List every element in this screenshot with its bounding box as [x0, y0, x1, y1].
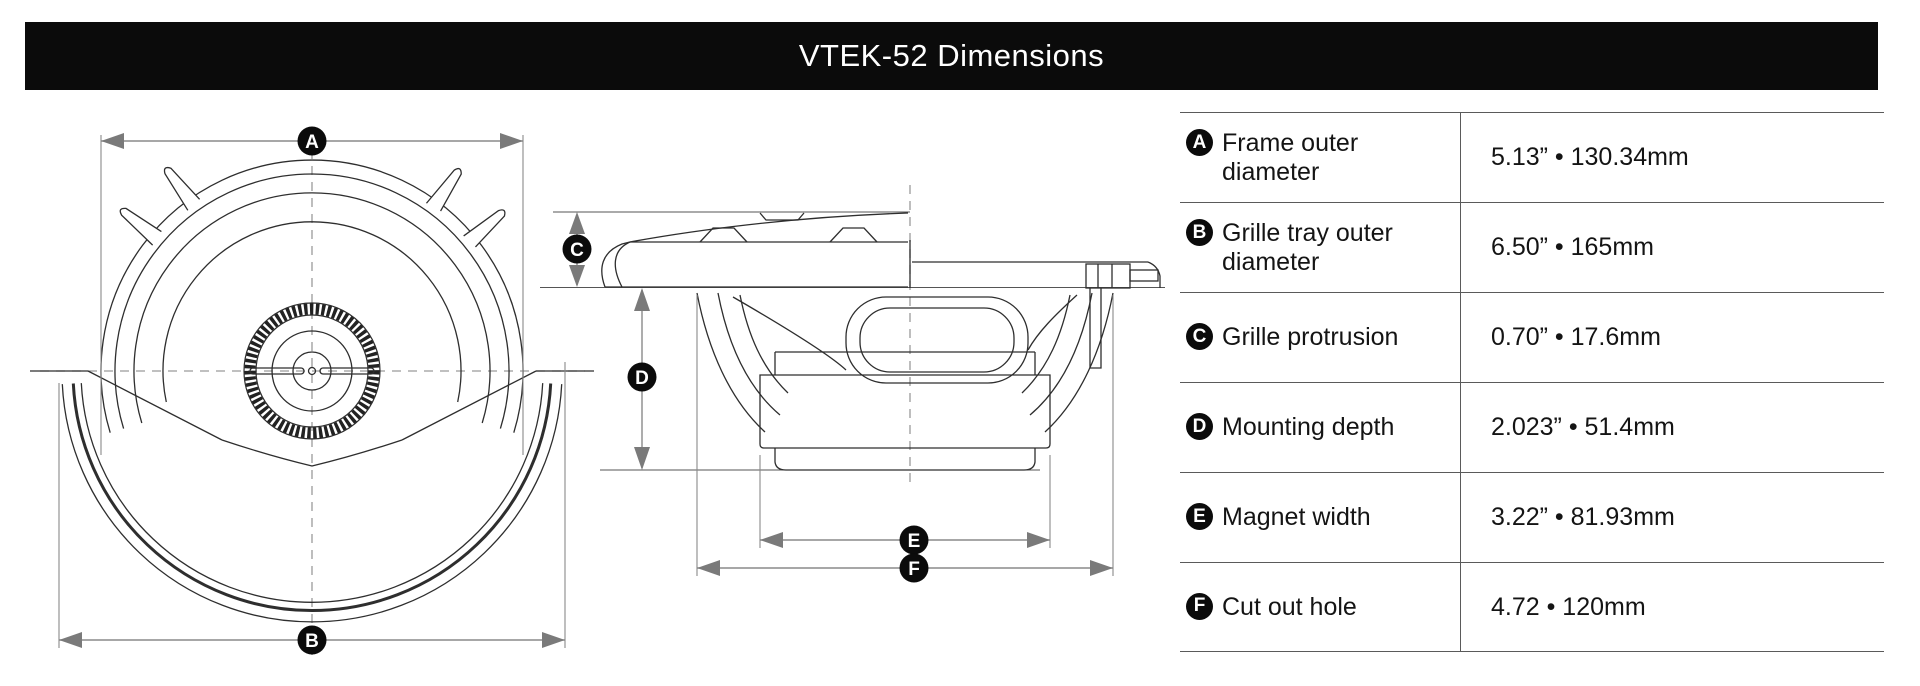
- row-label: Magnet width: [1222, 503, 1371, 532]
- terminal-tab: [1130, 270, 1158, 281]
- row-value: 3.22” • 81.93mm: [1460, 473, 1884, 562]
- row-value: 4.72 • 120mm: [1460, 563, 1884, 651]
- marker-B: [298, 626, 327, 655]
- marker-A-letter: A: [305, 132, 319, 153]
- row-badge: F: [1186, 593, 1213, 620]
- row-badge: C: [1186, 323, 1213, 350]
- marker-C-letter: C: [570, 240, 584, 261]
- front-centerlines: [40, 150, 585, 657]
- mounting-tabs: [116, 163, 510, 249]
- table-row: [1180, 472, 1884, 562]
- table-row: [1180, 382, 1884, 472]
- marker-C: [563, 235, 592, 264]
- table-row: [1180, 112, 1884, 202]
- marker-F-letter: F: [908, 559, 920, 580]
- page-title: VTEK-52 Dimensions: [798, 38, 1105, 73]
- label-cell: [1180, 473, 1460, 562]
- table-row: [1180, 202, 1884, 292]
- marker-E-letter: E: [907, 531, 921, 552]
- row-badge: A: [1186, 129, 1213, 156]
- label-cell: [1180, 293, 1460, 382]
- mounting-panel-section: [30, 371, 594, 466]
- row-badge: D: [1186, 413, 1213, 440]
- row-value: 2.023” • 51.4mm: [1460, 383, 1884, 472]
- dimensions-table: [1180, 112, 1884, 652]
- label-cell: [1180, 203, 1460, 292]
- marker-D: [628, 363, 657, 392]
- row-value: 6.50” • 165mm: [1460, 203, 1884, 292]
- row-label: Mounting depth: [1222, 413, 1395, 442]
- label-cell: [1180, 113, 1460, 202]
- row-value: 0.70” • 17.6mm: [1460, 293, 1884, 382]
- marker-F: [900, 554, 929, 583]
- grille-standoff: [830, 228, 877, 242]
- table-row: [1180, 292, 1884, 382]
- row-label: Grille tray outer diameter: [1222, 219, 1393, 276]
- grille-tray-section: [602, 213, 910, 288]
- label-cell: [1180, 563, 1460, 651]
- dimension-annotations: [59, 127, 1113, 655]
- row-badge: E: [1186, 503, 1213, 530]
- row-label: Frame outer diameter: [1222, 129, 1359, 186]
- front-view: [30, 150, 594, 657]
- cone-dustcap: [733, 295, 1077, 383]
- reference-lines: [540, 212, 1165, 470]
- label-cell: [1180, 383, 1460, 472]
- row-label: Cut out hole: [1222, 592, 1357, 621]
- side-view: [540, 185, 1165, 482]
- marker-B-letter: B: [305, 631, 319, 652]
- magnet-stack: [760, 352, 1050, 470]
- table-row: [1180, 562, 1884, 652]
- marker-A: [298, 127, 327, 156]
- terminal-block: [1086, 264, 1130, 288]
- grille-notch: [760, 213, 804, 220]
- row-label: Grille protrusion: [1222, 323, 1399, 352]
- row-value: 5.13” • 130.34mm: [1460, 113, 1884, 202]
- row-badge: B: [1186, 219, 1213, 246]
- marker-E: [900, 526, 929, 555]
- marker-D-letter: D: [635, 368, 649, 389]
